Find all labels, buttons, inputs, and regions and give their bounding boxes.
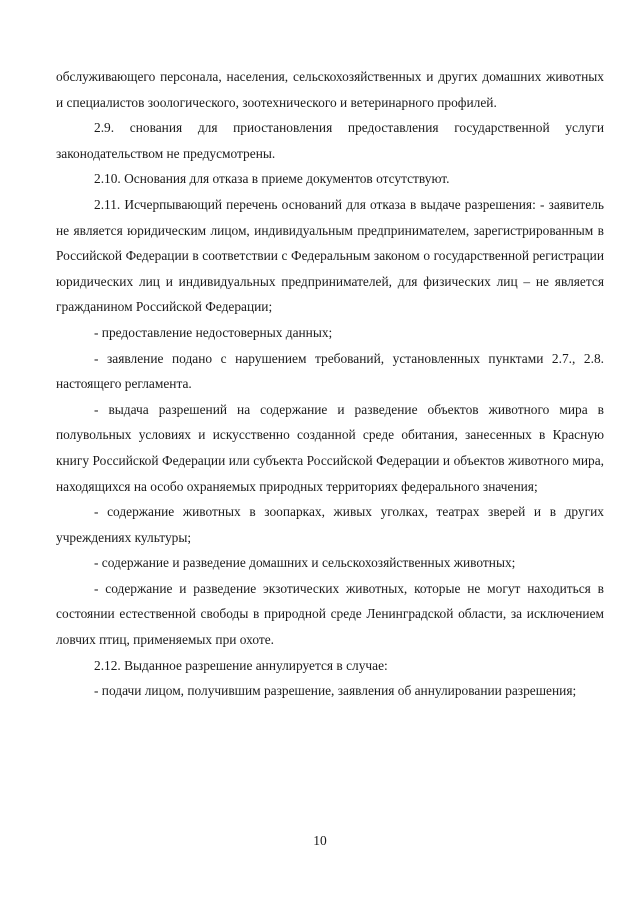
list-item-domestic: - содержание и разведение домашних и сельскохозяйственных животных;: [94, 555, 516, 571]
paragraph-2-11: 2.11. Исчерпывающий перечень оснований для отказа в выдаче разрешения: - заявитель не является юридическим лицом, индивидуальным предпринимателем, зарегистрированным в Российской Федерации в соответствии с Федеральным законом о государственной регистрации юридических лиц и индивидуальных предпринимателей, для физических лиц – не является гражданином Российской Федерации;: [56, 196, 604, 315]
list-item-red-book: - выдача разрешений на содержание и разведение объектов животного мира в полувольных условиях и искусственно созданной среде обитания, занесенных в Красную книгу Российской Федерации или субъекта Российской Федерации и объектов животного мира, находящихся на особо охраняемых природных территориях федерального значения;: [56, 401, 604, 494]
list-item-exotic: - содержание и разведение экзотических животных, которые не могут находиться в состоянии естественной свободы в природной среде Ленинградской области, за исключением ловчих птиц, применяемых при охоте.: [56, 580, 604, 648]
list-item-zoos: - содержание животных в зоопарках, живых уголках, театрах зверей и в других учреждениях культуры;: [56, 504, 604, 545]
list-item-annulment-request: - подачи лицом, получившим разрешение, заявления об аннулировании разрешения;: [94, 683, 577, 699]
paragraph-2-12: 2.12. Выданное разрешение аннулируется в случае:: [94, 657, 388, 673]
page-number: 10: [313, 833, 327, 848]
paragraph-2-10: 2.10. Основания для отказа в приеме документов отсутствуют.: [94, 171, 450, 187]
paragraph-continuation: обслуживающего персонала, населения, сельскохозяйственных и других домашних животных и специалистов зоологического, зоотехнического и ветеринарного профилей.: [56, 69, 604, 110]
list-item-violation: - заявление подано с нарушением требований, установленных пунктами 2.7., 2.8. настоящего регламента.: [56, 350, 604, 392]
document-body: [56, 64, 604, 704]
paragraph-2-9: 2.9. снования для приостановления предоставления государственной услуги законодательством не предусмотрены.: [56, 120, 604, 161]
list-item-unreliable-data: - предоставление недостоверных данных;: [94, 324, 333, 340]
